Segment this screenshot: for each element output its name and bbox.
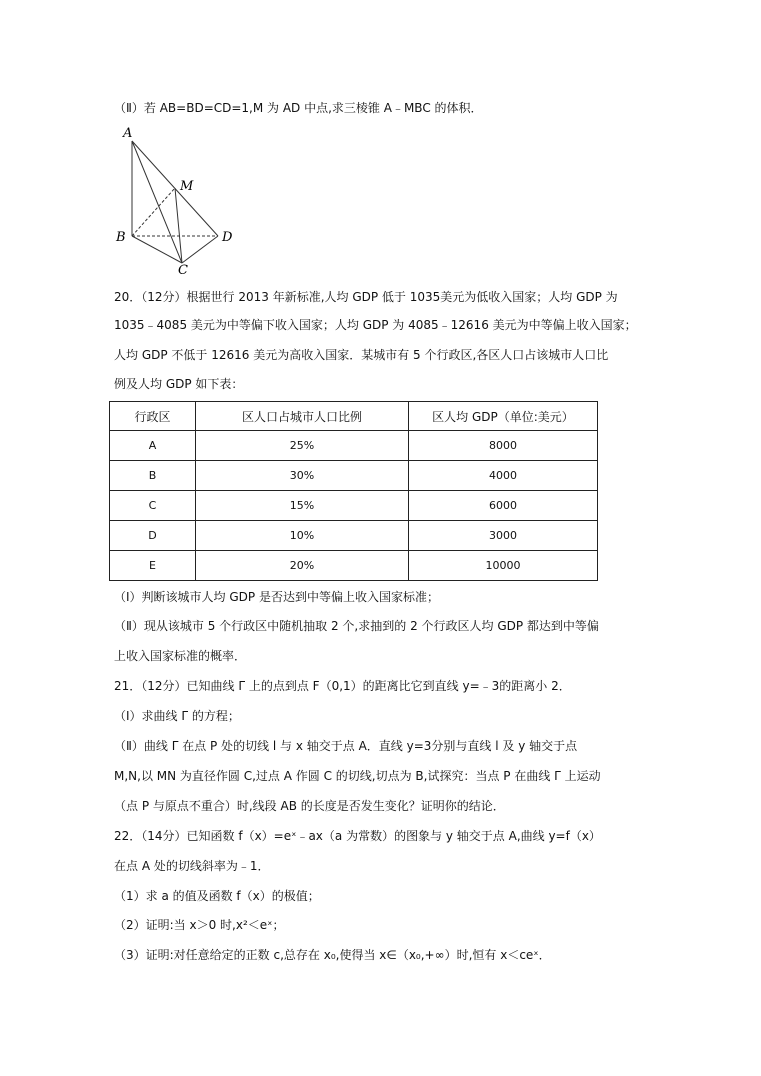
tetrahedron-diagram: [112, 124, 242, 274]
q21-line-5: （点 P 与原点不重合）时,线段 AB 的长度是否发生变化？证明你的结论．: [114, 799, 505, 813]
q21-line-1: 21．（12分）已知曲线 Γ 上的点到点 F（0,1）的距离比它到直线 y=﹣3的距离小 2．: [114, 679, 571, 693]
q20-line-1: 20．（12分）根据世行 2013 年新标准,人均 GDP 低于 1035美元为低收入国家；人均 GDP 为: [114, 290, 618, 304]
table-header-district: 行政区: [110, 402, 196, 431]
label-M: M: [180, 179, 194, 194]
q20-part2-line-1: （Ⅱ）现从该城市 5 个行政区中随机抽取 2 个,求抽到的 2 个行政区人均 GDP 都达到中等偏: [114, 619, 599, 633]
table-cell: 3000: [409, 521, 598, 551]
table-row: [110, 431, 598, 461]
edge-CD: [182, 236, 218, 263]
table-cell: 10%: [196, 521, 409, 551]
q22-line-5: （3）证明:对任意给定的正数 c,总存在 x₀,使得当 x∈（x₀,+∞）时,恒有 x＜ceˣ．: [114, 948, 551, 962]
q19-part2: （Ⅱ）若 AB=BD=CD=1,M 为 AD 中点,求三棱锥 A﹣MBC 的体积．: [114, 101, 483, 115]
table-header-gdp: 区人均 GDP（单位:美元）: [409, 402, 598, 431]
table-cell: 6000: [409, 491, 598, 521]
q20-line-2: 1035﹣4085 美元为中等偏下收入国家；人均 GDP 为 4085﹣12616 美元为中等偏上收入国家；: [114, 318, 637, 332]
table-header-row: [110, 402, 598, 431]
label-C: C: [178, 263, 188, 274]
q21-line-3: （Ⅱ）曲线 Γ 在点 P 处的切线 l 与 x 轴交于点 A．直线 y=3分别与直线 l 及 y 轴交于点: [114, 739, 578, 753]
edge-MC: [175, 188, 182, 263]
table-cell: C: [110, 491, 196, 521]
table-cell: 10000: [409, 551, 598, 581]
q20-part1: （Ⅰ）判断该城市人均 GDP 是否达到中等偏上收入国家标准；: [114, 590, 439, 604]
q20-part2-line-2: 上收入国家标准的概率．: [114, 649, 247, 663]
table-row: [110, 521, 598, 551]
table-header-population-ratio: 区人口占城市人口比例: [196, 402, 409, 431]
label-D: D: [222, 230, 233, 245]
q20-line-4: 例及人均 GDP 如下表：: [114, 377, 244, 391]
table-cell: 8000: [409, 431, 598, 461]
q20-line-3: 人均 GDP 不低于 12616 美元为高收入国家．某城市有 5 个行政区,各区人口占该城市人口比: [114, 348, 609, 362]
gdp-table: [109, 401, 598, 581]
edge-AC: [132, 141, 182, 263]
label-A: A: [123, 126, 133, 141]
q21-line-2: （Ⅰ）求曲线 Γ 的方程；: [114, 709, 240, 723]
table-cell: A: [110, 431, 196, 461]
label-B: B: [116, 230, 126, 245]
q22-line-1: 22．（14分）已知函数 f（x）=eˣ﹣ax（a 为常数）的图象与 y 轴交于点 A,曲线 y=f（x）: [114, 829, 601, 843]
table-cell: 20%: [196, 551, 409, 581]
table-cell: 15%: [196, 491, 409, 521]
table-cell: 25%: [196, 431, 409, 461]
edge-BC: [132, 236, 182, 263]
q21-line-4: M,N,以 MN 为直径作圆 C,过点 A 作圆 C 的切线,切点为 B,试探究：当点 P 在曲线 Γ 上运动: [114, 769, 601, 783]
table-cell: E: [110, 551, 196, 581]
q22-line-2: 在点 A 处的切线斜率为﹣1．: [114, 859, 270, 873]
q22-line-3: （1）求 a 的值及函数 f（x）的极值；: [114, 889, 320, 903]
edge-BM-dashed: [132, 188, 175, 236]
table-cell: 4000: [409, 461, 598, 491]
table-cell: B: [110, 461, 196, 491]
q22-line-4: （2）证明:当 x＞0 时,x²＜eˣ；: [114, 918, 285, 932]
table-cell: D: [110, 521, 196, 551]
tetrahedron-figure: [112, 124, 242, 274]
table-cell: 30%: [196, 461, 409, 491]
table-row: [110, 551, 598, 581]
table-row: [110, 491, 598, 521]
table-row: [110, 461, 598, 491]
